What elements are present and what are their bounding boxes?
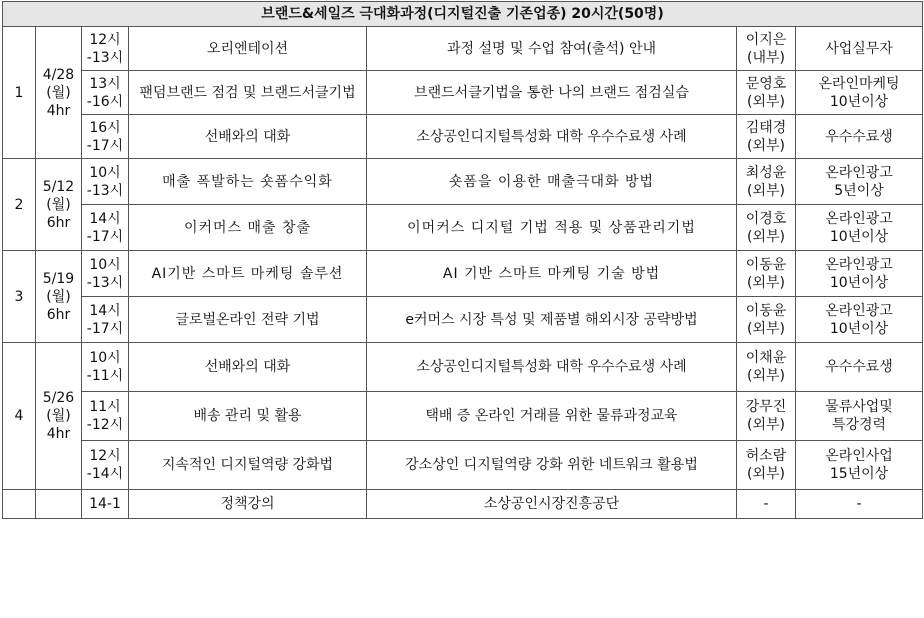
session-number: 2 bbox=[3, 159, 36, 251]
time-cell bbox=[82, 297, 129, 343]
career-line: 물류사업및 bbox=[825, 399, 893, 415]
content-cell: 소상공인디지털특성화 대학 우수수료생 사례 bbox=[367, 115, 737, 159]
career-cell bbox=[796, 251, 923, 297]
lecturer-cell bbox=[737, 159, 796, 205]
career-cell bbox=[796, 392, 923, 441]
subject-cell: 선배와의 대화 bbox=[129, 115, 367, 159]
lecturer-cell bbox=[737, 297, 796, 343]
table-title: 브랜드&세일즈 극대화과정(디지털진출 기존업종) 20시간(50명) bbox=[3, 2, 923, 27]
subject-cell: 배송 관리 및 활용 bbox=[129, 392, 367, 441]
lecturer-cell bbox=[737, 251, 796, 297]
date-weekday: (월) bbox=[46, 84, 71, 101]
lecturer-type: (외부) bbox=[747, 274, 785, 291]
schedule-table bbox=[2, 1, 923, 519]
date-hours: 6hr bbox=[46, 306, 71, 323]
lecturer-cell bbox=[737, 115, 796, 159]
time-cell: 14-1 bbox=[82, 490, 129, 519]
time-end: -13시 bbox=[86, 49, 124, 66]
career-line: 온라인광고 bbox=[825, 302, 893, 319]
time-cell bbox=[82, 71, 129, 115]
lecturer-type: (내부) bbox=[747, 49, 785, 66]
career-line: 10년이상 bbox=[829, 320, 889, 337]
career-cell bbox=[796, 159, 923, 205]
content-cell: 소상공인디지털특성화 대학 우수수료생 사례 bbox=[367, 343, 737, 392]
content-cell: 과정 설명 및 수업 참여(출석) 안내 bbox=[367, 27, 737, 71]
career-cell bbox=[796, 441, 923, 490]
career-line: 온라인광고 bbox=[825, 164, 893, 181]
time-cell bbox=[82, 343, 129, 392]
lecturer-type: (외부) bbox=[747, 320, 785, 337]
content-cell: 숏폼을 이용한 매출극대화 방법 bbox=[367, 159, 737, 205]
lecturer-name: 이동윤 bbox=[745, 302, 787, 319]
career-line: 10년이상 bbox=[829, 93, 889, 110]
lecturer-type: (외부) bbox=[747, 368, 785, 384]
time-cell bbox=[82, 441, 129, 490]
date-hours: 6hr bbox=[46, 214, 71, 231]
time-end: -17시 bbox=[86, 137, 124, 154]
date-day: 4/28 bbox=[42, 66, 75, 83]
career-line: 온라인광고 bbox=[825, 256, 893, 273]
career-line: 온라인마케팅 bbox=[818, 75, 900, 92]
lecturer-name: 김태경 bbox=[745, 119, 787, 136]
session-number: 4 bbox=[3, 343, 36, 490]
session-date bbox=[36, 159, 82, 251]
time-cell bbox=[82, 159, 129, 205]
lecturer-name: 허소람 bbox=[745, 448, 787, 464]
time-start: 10시 bbox=[89, 164, 121, 181]
time-end: -17시 bbox=[86, 320, 124, 337]
empty-date-cell bbox=[36, 490, 82, 519]
session-number: 1 bbox=[3, 27, 36, 159]
time-end: -17시 bbox=[86, 228, 124, 245]
lecturer-type: (외부) bbox=[747, 417, 785, 433]
subject-cell: 오리엔테이션 bbox=[129, 27, 367, 71]
lecturer-cell bbox=[737, 71, 796, 115]
date-day: 5/26 bbox=[42, 390, 75, 406]
time-cell bbox=[82, 115, 129, 159]
time-start: 10시 bbox=[89, 256, 121, 273]
lecturer-cell bbox=[737, 27, 796, 71]
lecturer-type: (외부) bbox=[747, 137, 785, 154]
career-line: 15년이상 bbox=[829, 466, 889, 482]
time-end: -13시 bbox=[86, 182, 124, 199]
time-end: -14시 bbox=[86, 466, 124, 482]
lecturer-cell bbox=[737, 343, 796, 392]
lecturer-name: 최성윤 bbox=[745, 164, 787, 181]
content-cell: 강소상인 디지털역량 강화 위한 네트워크 활용법 bbox=[367, 441, 737, 490]
career-line: 10년이상 bbox=[829, 274, 889, 291]
date-day: 5/12 bbox=[42, 178, 75, 195]
content-cell: 택배 증 온라인 거래를 위한 물류과정교육 bbox=[367, 392, 737, 441]
time-cell bbox=[82, 392, 129, 441]
lecturer-name: 이경호 bbox=[745, 210, 787, 227]
time-start: 14시 bbox=[89, 210, 121, 227]
career-line: 우수수료생 bbox=[825, 359, 893, 375]
session-date bbox=[36, 27, 82, 159]
empty-number-cell bbox=[3, 490, 36, 519]
time-start: 16시 bbox=[89, 119, 121, 136]
content-cell: e커머스 시장 특성 및 제품별 해외시장 공략방법 bbox=[367, 297, 737, 343]
time-start: 11시 bbox=[89, 399, 121, 415]
lecturer-name: 이동윤 bbox=[745, 256, 787, 273]
lecturer-name: 문영호 bbox=[745, 75, 787, 92]
content-cell: 소상공인시장진흥공단 bbox=[367, 490, 737, 519]
career-line: 특강경력 bbox=[831, 417, 887, 433]
date-hours: 4hr bbox=[46, 426, 71, 442]
lecturer-cell: - bbox=[737, 490, 796, 519]
time-start: 10시 bbox=[89, 350, 121, 366]
time-cell bbox=[82, 205, 129, 251]
session-date bbox=[36, 251, 82, 343]
time-end: -16시 bbox=[86, 93, 124, 110]
time-end: -13시 bbox=[86, 274, 124, 291]
career-line: 우수수료생 bbox=[825, 128, 893, 145]
date-weekday: (월) bbox=[46, 196, 71, 213]
career-cell bbox=[796, 343, 923, 392]
career-cell bbox=[796, 297, 923, 343]
subject-cell: 매출 폭발하는 숏폼수익화 bbox=[129, 159, 367, 205]
lecturer-cell bbox=[737, 392, 796, 441]
session-date bbox=[36, 343, 82, 490]
career-line: 온라인사업 bbox=[825, 448, 893, 464]
career-cell bbox=[796, 71, 923, 115]
subject-cell: 팬덤브랜드 점검 및 브랜드서클기법 bbox=[129, 71, 367, 115]
subject-cell: 이커머스 매출 창출 bbox=[129, 205, 367, 251]
lecturer-cell bbox=[737, 441, 796, 490]
subject-cell: 정책강의 bbox=[129, 490, 367, 519]
lecturer-name: 강무진 bbox=[745, 399, 787, 415]
time-end: -11시 bbox=[86, 368, 124, 384]
career-line: 사업실무자 bbox=[825, 40, 893, 57]
career-line: 온라인광고 bbox=[825, 210, 893, 227]
lecturer-name: 이지은 bbox=[745, 31, 787, 48]
lecturer-type: (외부) bbox=[747, 93, 785, 110]
career-line: 5년이상 bbox=[834, 182, 884, 199]
time-end: -12시 bbox=[86, 417, 124, 433]
career-line: 10년이상 bbox=[829, 228, 889, 245]
content-cell: 이머커스 디지털 기법 적용 및 상품관리기법 bbox=[367, 205, 737, 251]
lecturer-type: (외부) bbox=[747, 182, 785, 199]
date-day: 5/19 bbox=[42, 270, 75, 287]
career-cell bbox=[796, 115, 923, 159]
lecturer-name: 이채윤 bbox=[745, 350, 787, 366]
subject-cell: 지속적인 디지털역량 강화법 bbox=[129, 441, 367, 490]
content-cell: AI 기반 스마트 마케팅 기술 방법 bbox=[367, 251, 737, 297]
subject-cell: AI기반 스마트 마케팅 솔루션 bbox=[129, 251, 367, 297]
career-cell bbox=[796, 205, 923, 251]
subject-cell: 선배와의 대화 bbox=[129, 343, 367, 392]
time-start: 12시 bbox=[89, 31, 121, 48]
lecturer-type: (외부) bbox=[747, 466, 785, 482]
time-start: 13시 bbox=[89, 75, 121, 92]
subject-cell: 글로벌온라인 전략 기법 bbox=[129, 297, 367, 343]
date-weekday: (월) bbox=[46, 408, 71, 424]
time-cell bbox=[82, 27, 129, 71]
career-cell: - bbox=[796, 490, 923, 519]
time-start: 12시 bbox=[89, 448, 121, 464]
date-hours: 4hr bbox=[46, 102, 71, 119]
lecturer-cell bbox=[737, 205, 796, 251]
career-cell bbox=[796, 27, 923, 71]
content-cell: 브랜드서클기법을 통한 나의 브랜드 점검실습 bbox=[367, 71, 737, 115]
time-start: 14시 bbox=[89, 302, 121, 319]
lecturer-type: (외부) bbox=[747, 228, 785, 245]
date-weekday: (월) bbox=[46, 288, 71, 305]
session-number: 3 bbox=[3, 251, 36, 343]
time-cell bbox=[82, 251, 129, 297]
